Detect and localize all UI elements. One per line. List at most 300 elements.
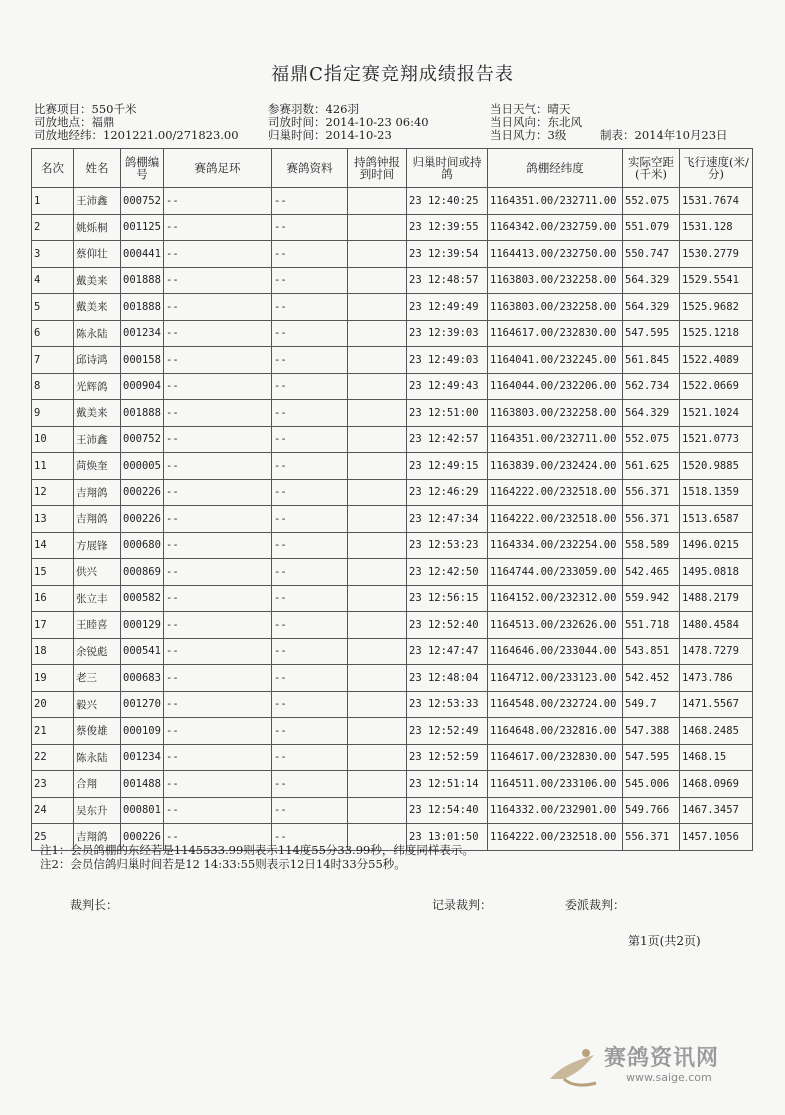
cell-loft: 001125 — [121, 214, 164, 241]
cell-clock — [348, 453, 407, 480]
cell-speed: 1496.0215 — [680, 532, 753, 559]
cell-speed: 1521.1024 — [680, 400, 753, 427]
cell-name: 陈永陆 — [74, 744, 121, 771]
table-row — [32, 532, 753, 559]
cell-coord: 1164332.00/232901.00 — [488, 797, 623, 824]
cell-speed: 1522.4089 — [680, 347, 753, 374]
cell-speed: 1529.5541 — [680, 267, 753, 294]
cell-time: 23 12:48:57 — [407, 267, 488, 294]
header-rank: 名次 — [32, 149, 74, 188]
watermark-logo — [542, 1035, 752, 1095]
cell-rank: 20 — [32, 691, 74, 718]
cell-time: 23 12:39:03 — [407, 320, 488, 347]
cell-name: 陈永陆 — [74, 320, 121, 347]
cell-loft: 000869 — [121, 559, 164, 586]
meta-place: 司放地点：福鼎 — [34, 115, 115, 129]
cell-info: -- — [272, 585, 348, 612]
meta-made-date: 制表：2014年10月23日 — [600, 128, 728, 142]
cell-time: 23 12:47:47 — [407, 638, 488, 665]
cell-loft: 000582 — [121, 585, 164, 612]
cell-distance: 552.075 — [623, 188, 680, 215]
delegate-label: 委派裁判： — [565, 898, 626, 912]
cell-ring: -- — [164, 214, 272, 241]
cell-speed: 1513.6587 — [680, 506, 753, 533]
cell-coord: 1163803.00/232258.00 — [488, 267, 623, 294]
cell-distance: 542.452 — [623, 665, 680, 692]
cell-clock — [348, 691, 407, 718]
cell-name: 老三 — [74, 665, 121, 692]
cell-loft: 000005 — [121, 453, 164, 480]
cell-loft: 001888 — [121, 294, 164, 321]
cell-speed: 1467.3457 — [680, 797, 753, 824]
cell-coord: 1164222.00/232518.00 — [488, 479, 623, 506]
cell-time: 23 12:49:49 — [407, 294, 488, 321]
meta-return-time: 归巢时间：2014-10-23 — [268, 128, 392, 142]
table-row — [32, 479, 753, 506]
cell-time: 23 12:42:50 — [407, 559, 488, 586]
cell-time: 23 12:49:43 — [407, 373, 488, 400]
pigeon-icon — [542, 1035, 602, 1095]
cell-time: 23 12:53:33 — [407, 691, 488, 718]
cell-distance: 561.625 — [623, 453, 680, 480]
table-row — [32, 188, 753, 215]
cell-loft: 000226 — [121, 824, 164, 851]
cell-ring: -- — [164, 426, 272, 453]
cell-distance: 550.747 — [623, 241, 680, 268]
cell-clock — [348, 718, 407, 745]
cell-rank: 7 — [32, 347, 74, 374]
cell-time: 23 12:53:23 — [407, 532, 488, 559]
cell-ring: -- — [164, 267, 272, 294]
cell-speed: 1495.0818 — [680, 559, 753, 586]
cell-speed: 1531.128 — [680, 214, 753, 241]
cell-speed: 1468.15 — [680, 744, 753, 771]
cell-info: -- — [272, 665, 348, 692]
cell-rank: 10 — [32, 426, 74, 453]
cell-info: -- — [272, 267, 348, 294]
cell-clock — [348, 744, 407, 771]
cell-time: 23 12:39:55 — [407, 214, 488, 241]
table-row — [32, 347, 753, 374]
cell-distance: 549.766 — [623, 797, 680, 824]
table-row — [32, 718, 753, 745]
cell-coord: 1163839.00/232424.00 — [488, 453, 623, 480]
cell-rank: 8 — [32, 373, 74, 400]
cell-clock — [348, 665, 407, 692]
cell-speed: 1468.2485 — [680, 718, 753, 745]
cell-distance: 561.845 — [623, 347, 680, 374]
cell-ring: -- — [164, 241, 272, 268]
cell-loft: 001270 — [121, 691, 164, 718]
header-coord: 鸽棚经纬度 — [488, 149, 623, 188]
cell-info: -- — [272, 347, 348, 374]
meta-wind-force: 当日风力：3级 — [490, 128, 567, 142]
cell-loft: 001888 — [121, 267, 164, 294]
table-row — [32, 453, 753, 480]
cell-ring: -- — [164, 585, 272, 612]
cell-info: -- — [272, 479, 348, 506]
cell-rank: 23 — [32, 771, 74, 798]
cell-name: 吴东升 — [74, 797, 121, 824]
cell-distance: 551.079 — [623, 214, 680, 241]
cell-speed: 1468.0969 — [680, 771, 753, 798]
cell-info: -- — [272, 612, 348, 639]
cell-name: 余锐彪 — [74, 638, 121, 665]
cell-name: 毅兴 — [74, 691, 121, 718]
cell-clock — [348, 559, 407, 586]
cell-time: 23 13:01:50 — [407, 824, 488, 851]
cell-clock — [348, 214, 407, 241]
cell-name: 蔡仰壮 — [74, 241, 121, 268]
cell-ring: -- — [164, 373, 272, 400]
table-row — [32, 797, 753, 824]
cell-rank: 16 — [32, 585, 74, 612]
cell-speed: 1478.7279 — [680, 638, 753, 665]
cell-time: 23 12:40:25 — [407, 188, 488, 215]
cell-info: -- — [272, 214, 348, 241]
table-header-row — [32, 149, 753, 188]
cell-rank: 13 — [32, 506, 74, 533]
cell-loft: 000752 — [121, 188, 164, 215]
cell-name: 吉翔鸽 — [74, 506, 121, 533]
table-row — [32, 744, 753, 771]
cell-coord: 1164648.00/232816.00 — [488, 718, 623, 745]
cell-speed: 1525.1218 — [680, 320, 753, 347]
cell-ring: -- — [164, 532, 272, 559]
cell-clock — [348, 771, 407, 798]
header-loft: 鸽棚编号 — [121, 149, 164, 188]
header-speed: 飞行速度(米/分) — [680, 149, 753, 188]
cell-name: 戴美来 — [74, 400, 121, 427]
cell-speed: 1520.9885 — [680, 453, 753, 480]
cell-rank: 3 — [32, 241, 74, 268]
cell-coord: 1164041.00/232245.00 — [488, 347, 623, 374]
cell-speed: 1521.0773 — [680, 426, 753, 453]
cell-info: -- — [272, 373, 348, 400]
cell-clock — [348, 585, 407, 612]
cell-coord: 1164617.00/232830.00 — [488, 744, 623, 771]
cell-ring: -- — [164, 479, 272, 506]
cell-distance: 545.006 — [623, 771, 680, 798]
table-row — [32, 691, 753, 718]
cell-clock — [348, 479, 407, 506]
cell-time: 23 12:56:15 — [407, 585, 488, 612]
cell-clock — [348, 532, 407, 559]
meta-item: 比赛项目：550千米 — [34, 102, 137, 116]
cell-coord: 1163803.00/232258.00 — [488, 400, 623, 427]
cell-rank: 22 — [32, 744, 74, 771]
cell-ring: -- — [164, 320, 272, 347]
cell-info: -- — [272, 426, 348, 453]
cell-name: 姚烁桐 — [74, 214, 121, 241]
cell-distance: 547.595 — [623, 320, 680, 347]
cell-ring: -- — [164, 347, 272, 374]
cell-rank: 2 — [32, 214, 74, 241]
cell-name: 邱诗鸿 — [74, 347, 121, 374]
cell-rank: 25 — [32, 824, 74, 851]
cell-info: -- — [272, 532, 348, 559]
cell-coord: 1164744.00/233059.00 — [488, 559, 623, 586]
chief-judge-label: 裁判长： — [70, 898, 119, 912]
cell-coord: 1164342.00/232759.00 — [488, 214, 623, 241]
cell-clock — [348, 373, 407, 400]
cell-time: 23 12:51:14 — [407, 771, 488, 798]
table-row — [32, 638, 753, 665]
cell-time: 23 12:52:49 — [407, 718, 488, 745]
header-distance: 实际空距(千米) — [623, 149, 680, 188]
cell-coord: 1164511.00/233106.00 — [488, 771, 623, 798]
cell-name: 吉翔鸽 — [74, 479, 121, 506]
page-number: 第1页(共2页) — [628, 934, 701, 948]
cell-coord: 1163803.00/232258.00 — [488, 294, 623, 321]
cell-info: -- — [272, 400, 348, 427]
cell-rank: 15 — [32, 559, 74, 586]
cell-ring: -- — [164, 638, 272, 665]
cell-distance: 542.465 — [623, 559, 680, 586]
cell-speed: 1457.1056 — [680, 824, 753, 851]
cell-distance: 564.329 — [623, 400, 680, 427]
cell-distance: 556.371 — [623, 479, 680, 506]
cell-coord: 1164513.00/232626.00 — [488, 612, 623, 639]
cell-distance: 552.075 — [623, 426, 680, 453]
cell-rank: 12 — [32, 479, 74, 506]
cell-info: -- — [272, 638, 348, 665]
table-row — [32, 426, 753, 453]
header-info: 赛鸽资料 — [272, 149, 348, 188]
cell-coord: 1164617.00/232830.00 — [488, 320, 623, 347]
table-row — [32, 294, 753, 321]
cell-ring: -- — [164, 188, 272, 215]
cell-ring: -- — [164, 824, 272, 851]
cell-coord: 1164413.00/232750.00 — [488, 241, 623, 268]
cell-name: 戴美来 — [74, 294, 121, 321]
cell-clock — [348, 506, 407, 533]
cell-loft: 000680 — [121, 532, 164, 559]
cell-time: 23 12:54:40 — [407, 797, 488, 824]
table-row — [32, 320, 753, 347]
cell-name: 合翔 — [74, 771, 121, 798]
cell-loft: 001234 — [121, 320, 164, 347]
cell-rank: 21 — [32, 718, 74, 745]
cell-distance: 559.942 — [623, 585, 680, 612]
watermark-text: 赛鸽资讯网 — [604, 1046, 720, 1071]
cell-speed: 1480.4584 — [680, 612, 753, 639]
cell-ring: -- — [164, 453, 272, 480]
header-time: 归巢时间或持鸽 — [407, 149, 488, 188]
cell-loft: 000541 — [121, 638, 164, 665]
cell-speed: 1471.5567 — [680, 691, 753, 718]
cell-loft: 000683 — [121, 665, 164, 692]
cell-name: 戴美来 — [74, 267, 121, 294]
cell-loft: 001888 — [121, 400, 164, 427]
cell-loft: 000441 — [121, 241, 164, 268]
cell-coord: 1164222.00/232518.00 — [488, 506, 623, 533]
cell-distance: 556.371 — [623, 824, 680, 851]
cell-time: 23 12:48:04 — [407, 665, 488, 692]
meta-coords: 司放地经纬：1201221.00/271823.00 — [34, 128, 239, 142]
cell-distance: 558.589 — [623, 532, 680, 559]
note-2: 注2：会员信鸽归巢时间若是12 14:33:55则表示12日14时33分55秒。 — [40, 857, 406, 871]
table-row — [32, 506, 753, 533]
cell-info: -- — [272, 824, 348, 851]
cell-time: 23 12:49:03 — [407, 347, 488, 374]
cell-info: -- — [272, 241, 348, 268]
cell-time: 23 12:52:59 — [407, 744, 488, 771]
watermark-url: www.saige.com — [626, 1071, 712, 1084]
cell-clock — [348, 241, 407, 268]
cell-loft: 000801 — [121, 797, 164, 824]
table-row — [32, 771, 753, 798]
cell-ring: -- — [164, 665, 272, 692]
cell-info: -- — [272, 453, 348, 480]
cell-rank: 24 — [32, 797, 74, 824]
cell-name: 方展锋 — [74, 532, 121, 559]
cell-rank: 18 — [32, 638, 74, 665]
cell-ring: -- — [164, 559, 272, 586]
cell-loft: 000752 — [121, 426, 164, 453]
cell-clock — [348, 188, 407, 215]
cell-speed: 1530.2779 — [680, 241, 753, 268]
cell-distance: 562.734 — [623, 373, 680, 400]
cell-coord: 1164646.00/233044.00 — [488, 638, 623, 665]
cell-ring: -- — [164, 691, 272, 718]
cell-coord: 1164351.00/232711.00 — [488, 426, 623, 453]
cell-name: 供兴 — [74, 559, 121, 586]
cell-ring: -- — [164, 612, 272, 639]
cell-rank: 11 — [32, 453, 74, 480]
cell-loft: 001234 — [121, 744, 164, 771]
cell-ring: -- — [164, 718, 272, 745]
cell-ring: -- — [164, 506, 272, 533]
cell-name: 王沛鑫 — [74, 188, 121, 215]
results-table — [31, 148, 753, 851]
cell-rank: 19 — [32, 665, 74, 692]
cell-rank: 14 — [32, 532, 74, 559]
cell-name: 光辉鸽 — [74, 373, 121, 400]
cell-coord: 1164712.00/233123.00 — [488, 665, 623, 692]
header-ring: 赛鸽足环 — [164, 149, 272, 188]
cell-coord: 1164548.00/232724.00 — [488, 691, 623, 718]
cell-info: -- — [272, 559, 348, 586]
cell-distance: 564.329 — [623, 294, 680, 321]
cell-ring: -- — [164, 797, 272, 824]
cell-ring: -- — [164, 400, 272, 427]
cell-rank: 6 — [32, 320, 74, 347]
cell-name: 苘焕奎 — [74, 453, 121, 480]
table-row — [32, 267, 753, 294]
cell-speed: 1522.0669 — [680, 373, 753, 400]
cell-loft: 000226 — [121, 479, 164, 506]
table-row — [32, 214, 753, 241]
cell-time: 23 12:49:15 — [407, 453, 488, 480]
meta-weather: 当日天气：晴天 — [490, 102, 571, 116]
cell-rank: 9 — [32, 400, 74, 427]
cell-ring: -- — [164, 294, 272, 321]
cell-info: -- — [272, 320, 348, 347]
cell-loft: 000129 — [121, 612, 164, 639]
cell-clock — [348, 638, 407, 665]
table-row — [32, 400, 753, 427]
cell-name: 蔡俊雄 — [74, 718, 121, 745]
cell-rank: 5 — [32, 294, 74, 321]
cell-distance: 547.595 — [623, 744, 680, 771]
cell-loft: 000226 — [121, 506, 164, 533]
cell-clock — [348, 347, 407, 374]
table-row — [32, 373, 753, 400]
cell-distance: 543.851 — [623, 638, 680, 665]
cell-info: -- — [272, 691, 348, 718]
cell-name: 王睦喜 — [74, 612, 121, 639]
cell-clock — [348, 797, 407, 824]
cell-coord: 1164334.00/232254.00 — [488, 532, 623, 559]
table-row — [32, 241, 753, 268]
cell-speed: 1473.786 — [680, 665, 753, 692]
cell-clock — [348, 294, 407, 321]
cell-clock — [348, 426, 407, 453]
cell-clock — [348, 400, 407, 427]
cell-coord: 1164044.00/232206.00 — [488, 373, 623, 400]
table-row — [32, 585, 753, 612]
cell-coord: 1164152.00/232312.00 — [488, 585, 623, 612]
cell-speed: 1525.9682 — [680, 294, 753, 321]
cell-time: 23 12:51:00 — [407, 400, 488, 427]
cell-clock — [348, 612, 407, 639]
cell-distance: 556.371 — [623, 506, 680, 533]
cell-info: -- — [272, 718, 348, 745]
cell-time: 23 12:47:34 — [407, 506, 488, 533]
cell-clock — [348, 267, 407, 294]
cell-rank: 1 — [32, 188, 74, 215]
cell-clock — [348, 320, 407, 347]
cell-info: -- — [272, 188, 348, 215]
table-row — [32, 612, 753, 639]
meta-wind-direction: 当日风向：东北风 — [490, 115, 582, 129]
cell-distance: 549.7 — [623, 691, 680, 718]
cell-info: -- — [272, 771, 348, 798]
cell-name: 王沛鑫 — [74, 426, 121, 453]
cell-coord: 1164351.00/232711.00 — [488, 188, 623, 215]
cell-distance: 564.329 — [623, 267, 680, 294]
notes — [40, 843, 474, 871]
cell-time: 23 12:46:29 — [407, 479, 488, 506]
cell-info: -- — [272, 744, 348, 771]
recorder-label: 记录裁判： — [432, 898, 493, 912]
cell-time: 23 12:39:54 — [407, 241, 488, 268]
cell-name: 张立丰 — [74, 585, 121, 612]
cell-ring: -- — [164, 771, 272, 798]
cell-speed: 1488.2179 — [680, 585, 753, 612]
cell-time: 23 12:52:40 — [407, 612, 488, 639]
cell-rank: 17 — [32, 612, 74, 639]
header-name: 姓名 — [74, 149, 121, 188]
cell-loft: 000904 — [121, 373, 164, 400]
cell-loft: 001488 — [121, 771, 164, 798]
meta-count: 参赛羽数：426羽 — [268, 102, 359, 116]
cell-rank: 4 — [32, 267, 74, 294]
cell-distance: 551.718 — [623, 612, 680, 639]
cell-distance: 547.388 — [623, 718, 680, 745]
cell-loft: 000109 — [121, 718, 164, 745]
table-row — [32, 665, 753, 692]
results-body — [32, 188, 753, 851]
cell-speed: 1531.7674 — [680, 188, 753, 215]
note-1: 注1：会员鸽棚的东经若是1145533.99则表示114度55分33.99秒，纬度同样表示。 — [40, 843, 474, 857]
cell-loft: 000158 — [121, 347, 164, 374]
cell-speed: 1518.1359 — [680, 479, 753, 506]
table-row — [32, 559, 753, 586]
cell-coord: 1164222.00/232518.00 — [488, 824, 623, 851]
cell-ring: -- — [164, 744, 272, 771]
